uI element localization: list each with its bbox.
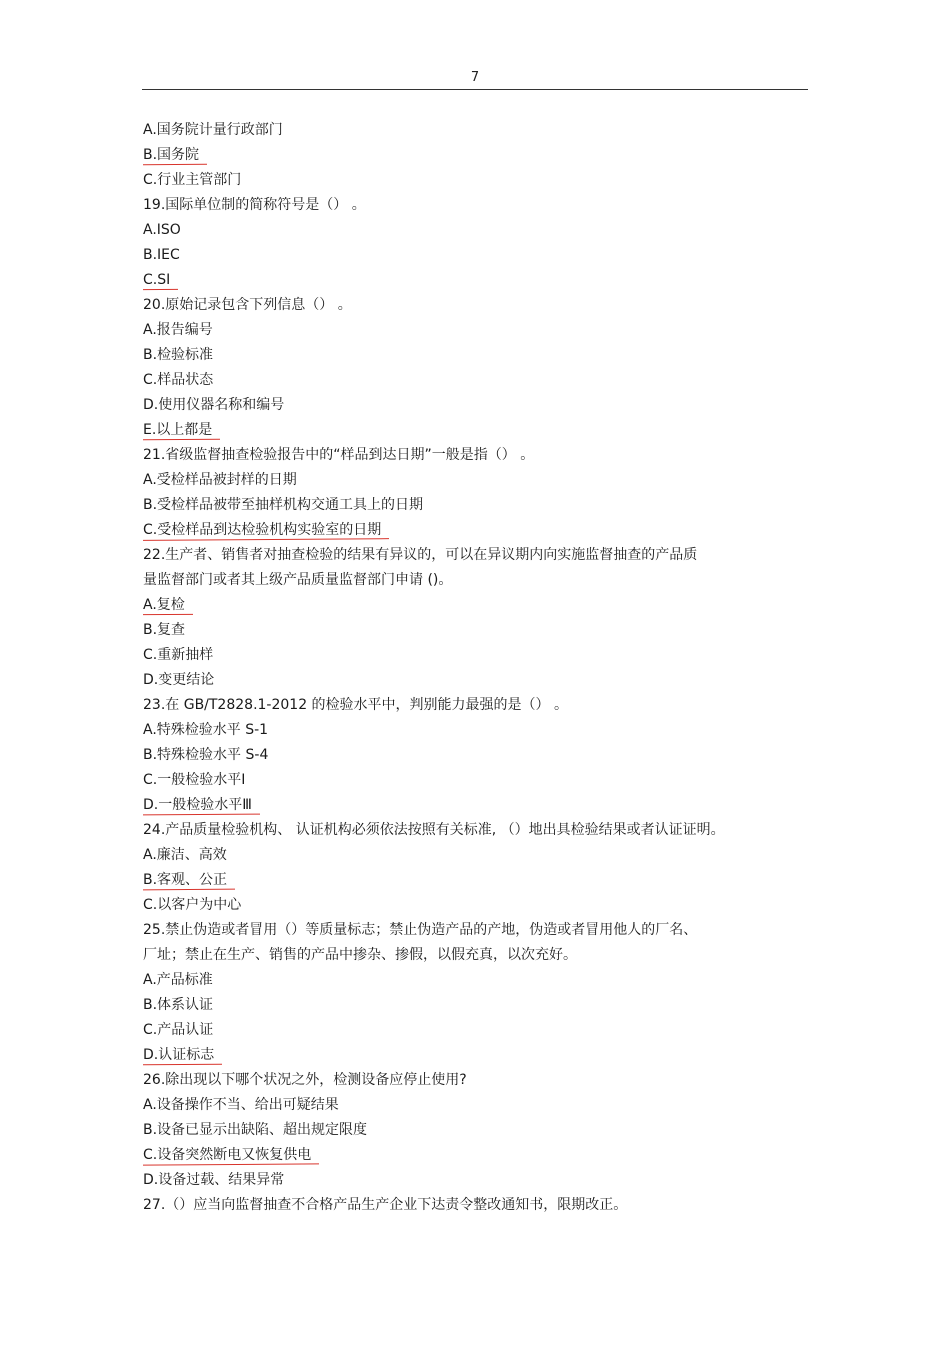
line-text: B.国务院 bbox=[143, 143, 199, 168]
text-line bbox=[143, 1068, 823, 1093]
text-line bbox=[143, 693, 823, 718]
text-line bbox=[143, 343, 823, 368]
line-text: 23.在 GB/T2828.1-2012 的检验水平中，判别能力最强的是（） 。 bbox=[143, 697, 569, 713]
line-text: 21.省级监督抽查检验报告中的“样品到达日期”一般是指（） 。 bbox=[143, 447, 535, 463]
text-line bbox=[143, 993, 823, 1018]
text-line bbox=[143, 368, 823, 393]
document-body bbox=[143, 118, 823, 1218]
answer-line-marked bbox=[143, 518, 823, 543]
line-text: C.重新抽样 bbox=[143, 647, 214, 663]
text-line bbox=[143, 818, 823, 843]
text-line bbox=[143, 1018, 823, 1043]
line-text: B.复查 bbox=[143, 622, 186, 638]
text-line bbox=[143, 943, 823, 968]
text-line bbox=[143, 618, 823, 643]
text-line bbox=[143, 543, 823, 568]
text-line bbox=[143, 893, 823, 918]
line-text: C.以客户为中心 bbox=[143, 897, 242, 913]
answer-line-marked bbox=[143, 593, 823, 618]
line-text: 26.除出现以下哪个状况之外，检测设备应停止使用? bbox=[143, 1072, 467, 1088]
text-line bbox=[143, 468, 823, 493]
text-line bbox=[143, 443, 823, 468]
line-text: A.受检样品被封样的日期 bbox=[143, 472, 297, 488]
line-text: A.报告编号 bbox=[143, 322, 213, 338]
line-text: B.特殊检验水平 S-4 bbox=[143, 747, 269, 763]
answer-line-marked bbox=[143, 418, 823, 443]
line-text: A.设备操作不当、给出可疑结果 bbox=[143, 1097, 339, 1113]
answer-line-marked bbox=[143, 868, 823, 893]
line-text: C.样品状态 bbox=[143, 372, 214, 388]
text-line bbox=[143, 118, 823, 143]
line-text: 20.原始记录包含下列信息（） 。 bbox=[143, 297, 352, 313]
text-line bbox=[143, 743, 823, 768]
text-line bbox=[143, 1193, 823, 1218]
line-text: A.产品标准 bbox=[143, 972, 213, 988]
text-line bbox=[143, 968, 823, 993]
line-text: D.设备过载、结果异常 bbox=[143, 1172, 285, 1188]
line-text: B.受检样品被带至抽样机构交通工具上的日期 bbox=[143, 497, 424, 513]
text-line bbox=[143, 293, 823, 318]
line-text: 厂址；禁止在生产、销售的产品中掺杂、掺假，以假充真，以次充好。 bbox=[143, 947, 577, 963]
text-line bbox=[143, 643, 823, 668]
line-text: B.IEC bbox=[143, 247, 180, 263]
text-line bbox=[143, 843, 823, 868]
line-text: 27.（）应当向监督抽查不合格产品生产企业下达责令整改通知书，限期改正。 bbox=[143, 1197, 628, 1213]
text-line bbox=[143, 1093, 823, 1118]
line-text: C.一般检验水平Ⅰ bbox=[143, 772, 246, 788]
text-line bbox=[143, 918, 823, 943]
line-text: C.行业主管部门 bbox=[143, 172, 242, 188]
answer-line-marked bbox=[143, 1143, 823, 1168]
line-text: C.受检样品到达检验机构实验室的日期 bbox=[143, 518, 381, 543]
line-text: D.认证标志 bbox=[143, 1043, 214, 1068]
text-line bbox=[143, 318, 823, 343]
line-text: A.ISO bbox=[143, 222, 181, 238]
text-line bbox=[143, 668, 823, 693]
line-text: C.SI bbox=[143, 268, 170, 293]
line-text: 19.国际单位制的简称符号是（） 。 bbox=[143, 197, 366, 213]
line-text: B.设备已显示出缺陷、超出规定限度 bbox=[143, 1122, 368, 1138]
line-text: 25.禁止伪造或者冒用（）等质量标志；禁止伪造产品的产地，伪造或者冒用他人的厂名、 bbox=[143, 922, 698, 938]
line-text: D.变更结论 bbox=[143, 672, 215, 688]
answer-line-marked bbox=[143, 268, 823, 293]
text-line bbox=[143, 493, 823, 518]
text-line bbox=[143, 193, 823, 218]
text-line bbox=[143, 393, 823, 418]
text-line bbox=[143, 718, 823, 743]
line-text: B.体系认证 bbox=[143, 997, 214, 1013]
text-line bbox=[143, 768, 823, 793]
line-text: C.设备突然断电又恢复供电 bbox=[143, 1143, 311, 1168]
page-number: 7 bbox=[470, 70, 480, 85]
line-text: A.复检 bbox=[143, 593, 185, 618]
line-text: A.国务院计量行政部门 bbox=[143, 122, 283, 138]
text-line bbox=[143, 1118, 823, 1143]
line-text: 24.产品质量检验机构、 认证机构必须依法按照有关标准, （）地出具检验结果或者认证证明。 bbox=[143, 822, 725, 838]
answer-line-marked bbox=[143, 1043, 823, 1068]
line-text: A.特殊检验水平 S-1 bbox=[143, 722, 269, 738]
line-text: C.产品认证 bbox=[143, 1022, 214, 1038]
line-text: A.廉洁、高效 bbox=[143, 847, 227, 863]
line-text: E.以上都是 bbox=[143, 418, 212, 443]
answer-line-marked bbox=[143, 793, 823, 818]
line-text: 22.生产者、销售者对抽查检验的结果有异议的，可以在异议期内向实施监督抽查的产品质 bbox=[143, 547, 698, 563]
answer-line-marked bbox=[143, 143, 823, 168]
header-rule bbox=[142, 89, 808, 90]
text-line bbox=[143, 568, 823, 593]
text-line bbox=[143, 218, 823, 243]
line-text: 量监督部门或者其上级产品质量监督部门申请 ()。 bbox=[143, 572, 453, 588]
line-text: B.检验标准 bbox=[143, 347, 214, 363]
line-text: D.一般检验水平Ⅲ bbox=[143, 793, 252, 818]
text-line bbox=[143, 243, 823, 268]
line-text: D.使用仪器名称和编号 bbox=[143, 397, 285, 413]
text-line bbox=[143, 1168, 823, 1193]
text-line bbox=[143, 168, 823, 193]
line-text: B.客观、公正 bbox=[143, 868, 227, 893]
